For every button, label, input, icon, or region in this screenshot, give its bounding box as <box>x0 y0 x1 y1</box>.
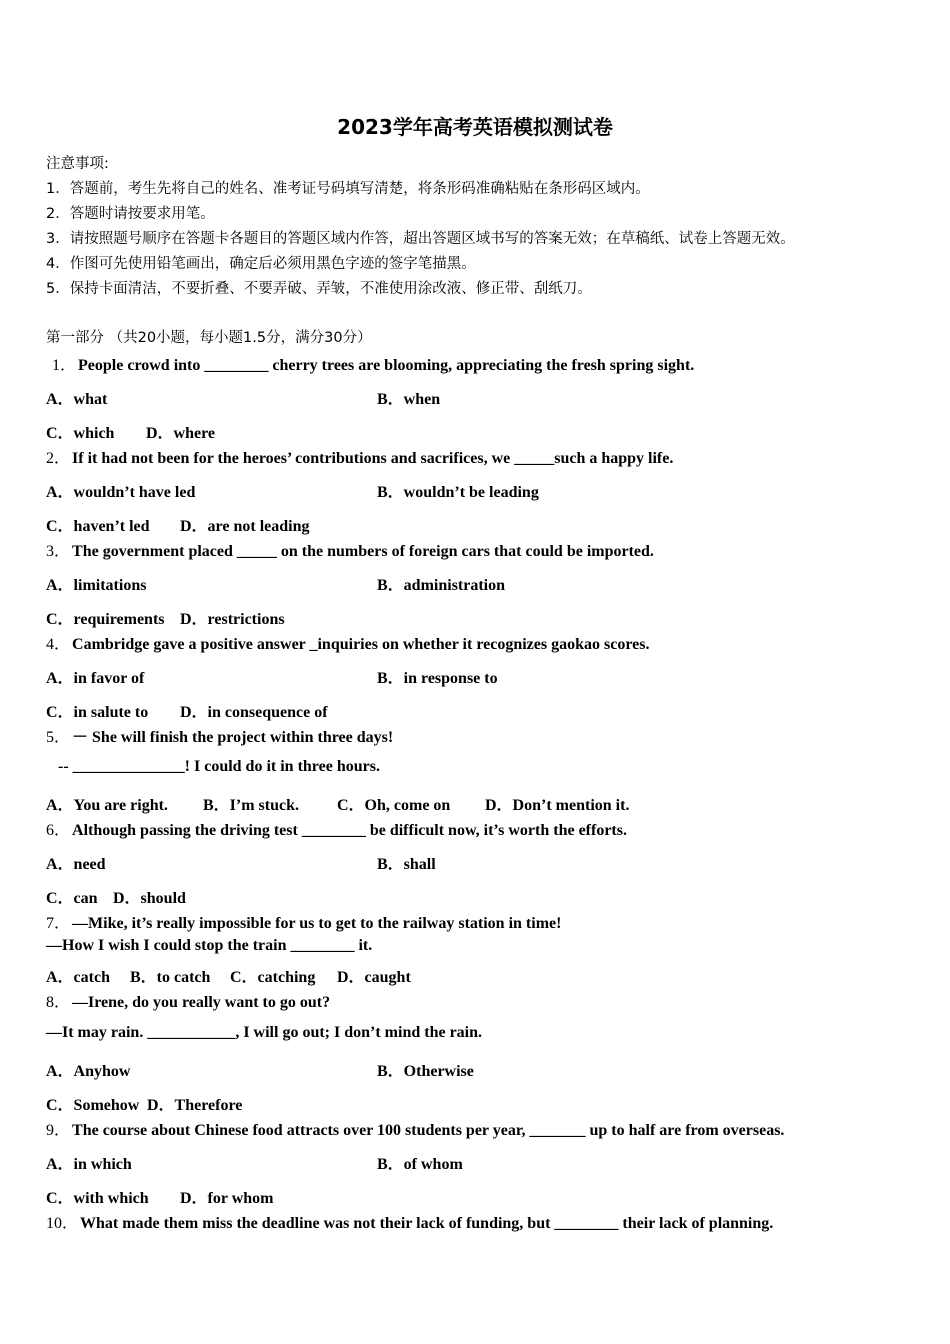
question-number: 3． <box>46 543 71 560</box>
question-number: 7． <box>46 915 71 932</box>
option-a[interactable]: A．limitations <box>46 577 147 594</box>
question-number: 6． <box>46 822 71 839</box>
question-stem: If it had not been for the heroes’ contributions and sacrifices, we _____such a happy life. <box>72 450 674 467</box>
question-stem: － She will finish the project within three days! <box>72 729 394 746</box>
option-c[interactable]: C．catching <box>230 969 316 986</box>
question-stem: Cambridge gave a positive answer _inquiries on whether it recognizes gaokao scores. <box>72 636 650 653</box>
question-stem: Although passing the driving test ________ be difficult now, it’s worth the efforts. <box>72 822 627 839</box>
option-a[interactable]: A．catch <box>46 969 110 986</box>
notice-item: 4．作图可先使用铅笔画出，确定后必须用黑色字迹的签字笔描黑。 <box>46 256 476 272</box>
option-a[interactable]: A．need <box>46 856 106 873</box>
notice-item: 3．请按照题号顺序在答题卡各题目的答题区域内作答，超出答题区域书写的答案无效；在草稿纸、试卷上答题无效。 <box>46 231 795 247</box>
option-b[interactable]: B．I’m stuck. <box>203 797 300 814</box>
question-number: 2． <box>46 450 71 467</box>
question-stem: People crowd into ________ cherry trees are blooming, appreciating the fresh spring sight. <box>78 357 695 374</box>
question-9 <box>46 1117 784 1140</box>
notice-item: 1．答题前，考生先将自己的姓名、准考证号码填写清楚，将条形码准确粘贴在条形码区域内。 <box>46 181 650 197</box>
question-8 <box>46 989 330 1012</box>
option-b[interactable]: B．of whom <box>377 1156 463 1173</box>
question-1 <box>52 352 694 375</box>
option-c[interactable]: C．haven’t led <box>46 518 150 535</box>
option-c[interactable]: C．Oh, come on <box>337 797 451 814</box>
option-b[interactable]: B．administration <box>377 577 506 594</box>
option-c[interactable]: C．with which <box>46 1190 149 1207</box>
option-d[interactable]: D．restrictions <box>180 611 285 628</box>
option-a[interactable]: A．You are right. <box>46 797 168 814</box>
notice-item: 5．保持卡面清洁，不要折叠、不要弄破、弄皱，不准使用涂改液、修正带、刮纸刀。 <box>46 281 592 297</box>
question-number: 8． <box>46 994 71 1011</box>
option-c[interactable]: C．in salute to <box>46 704 149 721</box>
question-4 <box>46 631 649 654</box>
option-c[interactable]: C．requirements <box>46 611 165 628</box>
option-d[interactable]: D．for whom <box>180 1190 274 1207</box>
option-b[interactable]: B．wouldn’t be leading <box>377 484 539 501</box>
question-dialogue-line: -- ______________! I could do it in three hours. <box>58 758 380 775</box>
question-10 <box>46 1210 773 1233</box>
question-number: 9． <box>46 1122 71 1139</box>
option-b[interactable]: B．to catch <box>130 969 211 986</box>
option-a[interactable]: A．in favor of <box>46 670 145 687</box>
option-b[interactable]: B．when <box>377 391 441 408</box>
exam-title: 2023学年高考英语模拟测试卷 <box>337 115 613 139</box>
option-a[interactable]: A．wouldn’t have led <box>46 484 196 501</box>
question-stem: What made them miss the deadline was not their lack of funding, but ________ their lack of planning. <box>80 1215 774 1232</box>
option-d[interactable]: D．where <box>146 425 216 442</box>
option-b[interactable]: B．Otherwise <box>377 1063 474 1080</box>
question-stem: The course about Chinese food attracts over 100 students per year, _______ up to half are from overseas. <box>72 1122 785 1139</box>
option-a[interactable]: A．Anyhow <box>46 1063 131 1080</box>
option-d[interactable]: D．Don’t mention it. <box>485 797 630 814</box>
question-2 <box>46 445 673 468</box>
option-a[interactable]: A．what <box>46 391 108 408</box>
option-c[interactable]: C．Somehow <box>46 1097 140 1114</box>
notice-item: 2．答题时请按要求用笔。 <box>46 206 215 222</box>
option-d[interactable]: D．are not leading <box>180 518 310 535</box>
question-stem: The government placed _____ on the numbers of foreign cars that could be imported. <box>72 543 654 560</box>
option-a[interactable]: A．in which <box>46 1156 132 1173</box>
question-dialogue-line: —How I wish I could stop the train ________ it. <box>46 937 373 954</box>
question-number: 4． <box>46 636 71 653</box>
question-stem: —Mike, it’s really impossible for us to get to the railway station in time! <box>72 915 562 932</box>
question-number: 10． <box>46 1215 79 1232</box>
question-stem: —Irene, do you really want to go out? <box>72 994 331 1011</box>
question-number: 5． <box>46 729 71 746</box>
option-d[interactable]: D．Therefore <box>147 1097 243 1114</box>
option-d[interactable]: D．caught <box>337 969 411 986</box>
option-c[interactable]: C．can <box>46 890 98 907</box>
notice-heading: 注意事项: <box>46 156 109 172</box>
option-d[interactable]: D．in consequence of <box>180 704 328 721</box>
question-dialogue-line: —It may rain. ___________, I will go out; I don’t mind the rain. <box>46 1024 483 1041</box>
section-heading: 第一部分 （共20小题，每小题1.5分，满分30分） <box>46 330 372 346</box>
question-3 <box>46 538 654 561</box>
question-6 <box>46 817 627 840</box>
question-5 <box>46 724 393 747</box>
question-number: 1． <box>52 357 77 374</box>
option-d[interactable]: D．should <box>113 890 186 907</box>
question-7 <box>46 910 561 933</box>
option-b[interactable]: B．in response to <box>377 670 498 687</box>
option-b[interactable]: B．shall <box>377 856 436 873</box>
option-c[interactable]: C．which <box>46 425 115 442</box>
